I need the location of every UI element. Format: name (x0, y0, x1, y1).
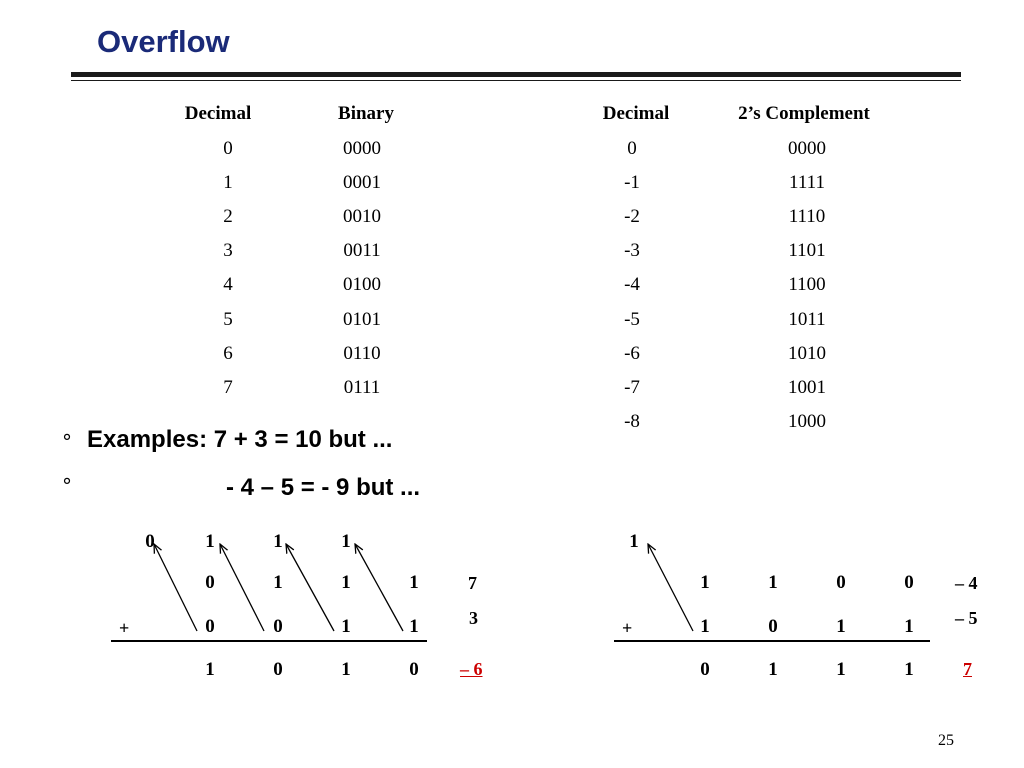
decimal-cell: -5 (624, 309, 640, 330)
result-bit: 1 (205, 659, 215, 680)
result-bit: 0 (409, 659, 419, 680)
operand1-label: 7 (468, 573, 477, 593)
operand2-label: 3 (469, 608, 478, 628)
binary-cell: 0001 (343, 172, 381, 193)
sum-line (614, 640, 930, 642)
operand2-bit: 0 (768, 616, 778, 637)
twos-header-decimal: Decimal (602, 103, 670, 124)
unsigned-header-binary: Binary (338, 103, 394, 124)
decimal-cell: -7 (624, 377, 640, 398)
bullet-marker-1: ° (62, 430, 72, 454)
operand2-bit: 0 (205, 616, 215, 637)
carry-bit: 0 (145, 531, 155, 552)
decimal-cell: 6 (223, 343, 233, 364)
decimal-cell: -1 (624, 172, 640, 193)
operand1-bit: 1 (273, 572, 283, 593)
result-bit: 1 (341, 659, 351, 680)
overflow-result-label: – 6 (460, 659, 483, 679)
decimal-cell: -2 (624, 206, 640, 227)
operand1-bit: 0 (904, 572, 914, 593)
result-bit: 0 (700, 659, 710, 680)
operand2-bit: 1 (700, 616, 710, 637)
decimal-cell: 7 (223, 377, 233, 398)
overflow-result-label: 7 (963, 659, 972, 679)
decimal-cell: -3 (624, 240, 640, 261)
binary-cell: 1011 (788, 309, 826, 330)
twos-header-complement: 2’s Complement (738, 103, 870, 124)
decimal-cell: 1 (223, 172, 233, 193)
decimal-cell: -8 (624, 411, 640, 432)
operand1-bit: 1 (409, 572, 419, 593)
binary-cell: 0100 (343, 274, 381, 295)
binary-cell: 0101 (343, 309, 381, 330)
binary-cell: 0111 (343, 377, 381, 398)
decimal-cell: 0 (223, 138, 233, 159)
carry-bit: 1 (629, 531, 639, 552)
result-bit: 1 (836, 659, 846, 680)
example-line-1: Examples: 7 + 3 = 10 but ... (87, 426, 393, 453)
operand1-bit: 1 (768, 572, 778, 593)
decimal-cell: 3 (223, 240, 233, 261)
binary-cell: 0000 (788, 138, 826, 159)
plus-sign: + (119, 618, 130, 638)
unsigned-header-decimal: Decimal (184, 103, 252, 124)
carry-bit: 1 (341, 531, 351, 552)
decimal-cell: 2 (223, 206, 233, 227)
binary-cell: 1001 (788, 377, 826, 398)
result-bit: 1 (768, 659, 778, 680)
binary-cell: 1111 (789, 172, 825, 193)
plus-sign: + (622, 618, 633, 638)
decimal-cell: -4 (624, 274, 640, 295)
bullet-marker-2: ° (62, 474, 72, 498)
binary-cell: 1100 (788, 274, 826, 295)
operand1-label: – 4 (955, 573, 978, 593)
carry-arrow-5 (648, 544, 693, 631)
binary-cell: 1110 (788, 206, 826, 227)
operand1-bit: 0 (205, 572, 215, 593)
carry-arrow-2 (220, 544, 264, 631)
carry-arrow-4 (355, 544, 403, 631)
operand2-bit: 0 (273, 616, 283, 637)
carry-arrow-3 (286, 544, 334, 631)
binary-cell: 0110 (343, 343, 381, 364)
operand2-bit: 1 (341, 616, 351, 637)
page-number: 25 (938, 732, 954, 749)
binary-cell: 0010 (343, 206, 381, 227)
carry-bit: 1 (205, 531, 215, 552)
binary-cell: 1010 (788, 343, 826, 364)
operand2-bit: 1 (836, 616, 846, 637)
binary-cell: 1000 (788, 411, 826, 432)
sum-line (111, 640, 427, 642)
operand2-bit: 1 (409, 616, 419, 637)
binary-cell: 1101 (788, 240, 826, 261)
operand1-bit: 1 (700, 572, 710, 593)
operand2-label: – 5 (955, 608, 978, 628)
operand1-bit: 0 (836, 572, 846, 593)
result-bit: 1 (904, 659, 914, 680)
carry-arrow-1 (154, 544, 197, 631)
decimal-cell: -6 (624, 343, 640, 364)
binary-cell: 0000 (343, 138, 381, 159)
decimal-cell: 5 (223, 309, 233, 330)
result-bit: 0 (273, 659, 283, 680)
operand2-bit: 1 (904, 616, 914, 637)
carry-bit: 1 (273, 531, 283, 552)
decimal-cell: 0 (627, 138, 637, 159)
page-title: Overflow (97, 24, 230, 59)
binary-cell: 0011 (343, 240, 381, 261)
example-line-2: - 4 – 5 = - 9 but ... (226, 474, 421, 501)
decimal-cell: 4 (223, 274, 233, 295)
operand1-bit: 1 (341, 572, 351, 593)
